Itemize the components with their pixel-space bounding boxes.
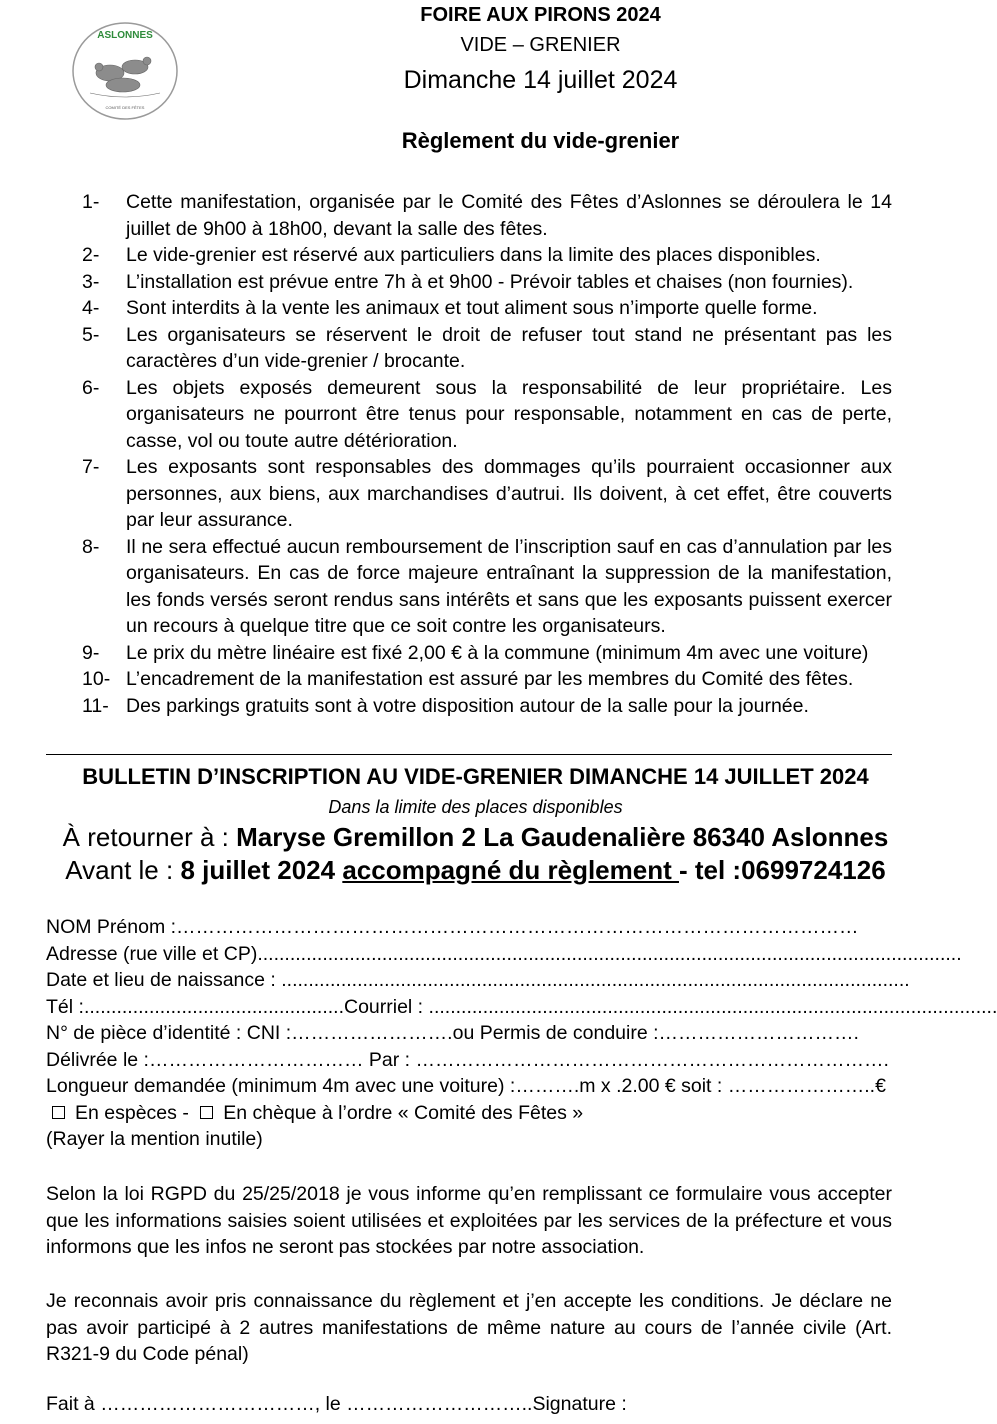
address-field[interactable]: Adresse (rue ville et CP).................................................................................................................................. [46,942,962,965]
contact-phone: - tel :0699724126 [678,855,886,885]
rule-item: 5- Les organisateurs se réservent le droit de refuser tout stand ne présentant pas les caractères d’un vide-grenier / brocante. [82,323,892,372]
id-fields[interactable]: N° de pièce d’identité : CNI :…………………….ou Permis de conduire :…………………………. [46,1022,859,1044]
strike-note: (Rayer la mention inutile) [46,1128,263,1150]
name-field[interactable]: NOM Prénom :…………………………………………………………………………………………… [46,916,859,938]
deadline-line: Avant le : 8 juillet 2024 accompagné du règlement - tel :0699724126 [65,855,886,885]
event-title: FOIRE AUX PIRONS 2024 [420,4,661,26]
rule-item: 3- L’installation est prévue entre 7h à et 9h00 - Prévoir tables et chaises (non fournies). [82,270,854,293]
section-divider [46,754,892,755]
contact-fields[interactable]: Tél :................................................Courriel : ......................................................................................................... [46,995,997,1018]
cheque-checkbox[interactable] [200,1106,213,1119]
bulletin-title: BULLETIN D’INSCRIPTION AU VIDE-GRENIER DIMANCHE 14 JUILLET 2024 [82,764,869,789]
rgpd-notice: Selon la loi RGPD du 25/25/2018 je vous informe qu’en remplissant ce formulaire vous accepter que les informations saisies soient utilisées et exploitées par les services de la préfecture et vous informons que les infos ne seront pas stockées par notre association. [46,1183,892,1258]
length-field[interactable]: Longueur demandée (minimum 4m avec une voiture) :……….m x .2.00 € soit : …………………..€ [46,1075,886,1097]
signature-line[interactable]: Fait à ……………………………, le ………………………..Signature : [46,1393,627,1415]
return-to-line: À retourner à : Maryse Gremillon 2 La Gaudenalière 86340 Aslonnes [62,822,889,852]
issued-fields[interactable]: Délivrée le :…………………………… Par : ………………………………………………………………. [46,1048,889,1071]
bulletin-subtitle: Dans la limite des places disponibles [328,797,623,817]
logo-subtext: COMITÉ DES FÊTES [105,105,145,110]
rule-item: 1- Cette manifestation, organisée par le Comité des Fêtes d’Aslonnes se déroulera le 14 juillet de 9h00 à 18h00, devant la salle des fêtes. [82,191,892,240]
cash-checkbox[interactable] [52,1106,65,1119]
rule-item: 11- Des parkings gratuits sont à votre disposition autour de la salle pour la journée. [82,694,809,717]
rules-title: Règlement du vide-grenier [401,128,680,153]
declaration: Je reconnais avoir pris connaissance du règlement et j’en accepte les conditions. Je déclare ne pas avoir participé à 2 autres manifestations de même nature au cours de l’année civile (Art. R321-9 du Code pénal) [46,1290,892,1365]
logo-text: ASLONNES [97,30,153,41]
cheque-label: En chèque à l’ordre « Comité des Fêtes » [223,1101,584,1124]
rule-item: 8- Il ne sera effectué aucun remboursement de l’inscription sauf en cas d’annulation par les organisateurs. En cas de force majeure entraînant la suppression de la manifestation, les fonds versés seront rendus sans intérêts et sans que les exposants puissent exercer un recours à quelque titre que ce soit contre les organisateurs. [82,535,892,637]
cash-label: En espèces [75,1101,177,1124]
rule-item: 7- Les exposants sont responsables des dommages qu’ils pourraient occasionner aux personnes, aux biens, aux marchandises d’autrui. Ils doivent, à cet effet, être couverts par leur assurance. [82,456,892,531]
rule-item: 9- Le prix du mètre linéaire est fixé 2,00 € à la commune (minimum 4m avec une voiture) [82,641,869,664]
payment-note: accompagné du règlement [342,855,679,885]
event-date: Dimanche 14 juillet 2024 [403,66,678,94]
rule-item: 2- Le vide-grenier est réservé aux particuliers dans la limite des places disponibles. [82,244,821,266]
return-address: Maryse Gremillon 2 La Gaudenalière 86340 Aslonnes [236,822,889,852]
rules-list [82,189,892,719]
payment-options: En espèces - En chèque à l’ordre « Comité des Fêtes » [46,1100,892,1127]
rule-item: 4- Sont interdits à la vente les animaux et tout aliment sous n’importe quelle forme. [82,297,818,319]
birth-field[interactable]: Date et lieu de naissance : .................................................................................................................... [46,969,910,991]
deadline-date: 8 juillet 2024 [180,855,336,885]
registration-form [46,914,997,1153]
rule-item: 10- L’encadrement de la manifestation est assuré par les membres du Comité des fêtes. [82,668,854,690]
event-subtitle: VIDE – GRENIER [460,34,621,56]
rule-item: 6- Les objets exposés demeurent sous la responsabilité de leur propriétaire. Les organisateurs ne pourront être tenus pour responsable, notamment en cas de perte, casse, vol ou toute autre détérioration. [82,376,892,452]
